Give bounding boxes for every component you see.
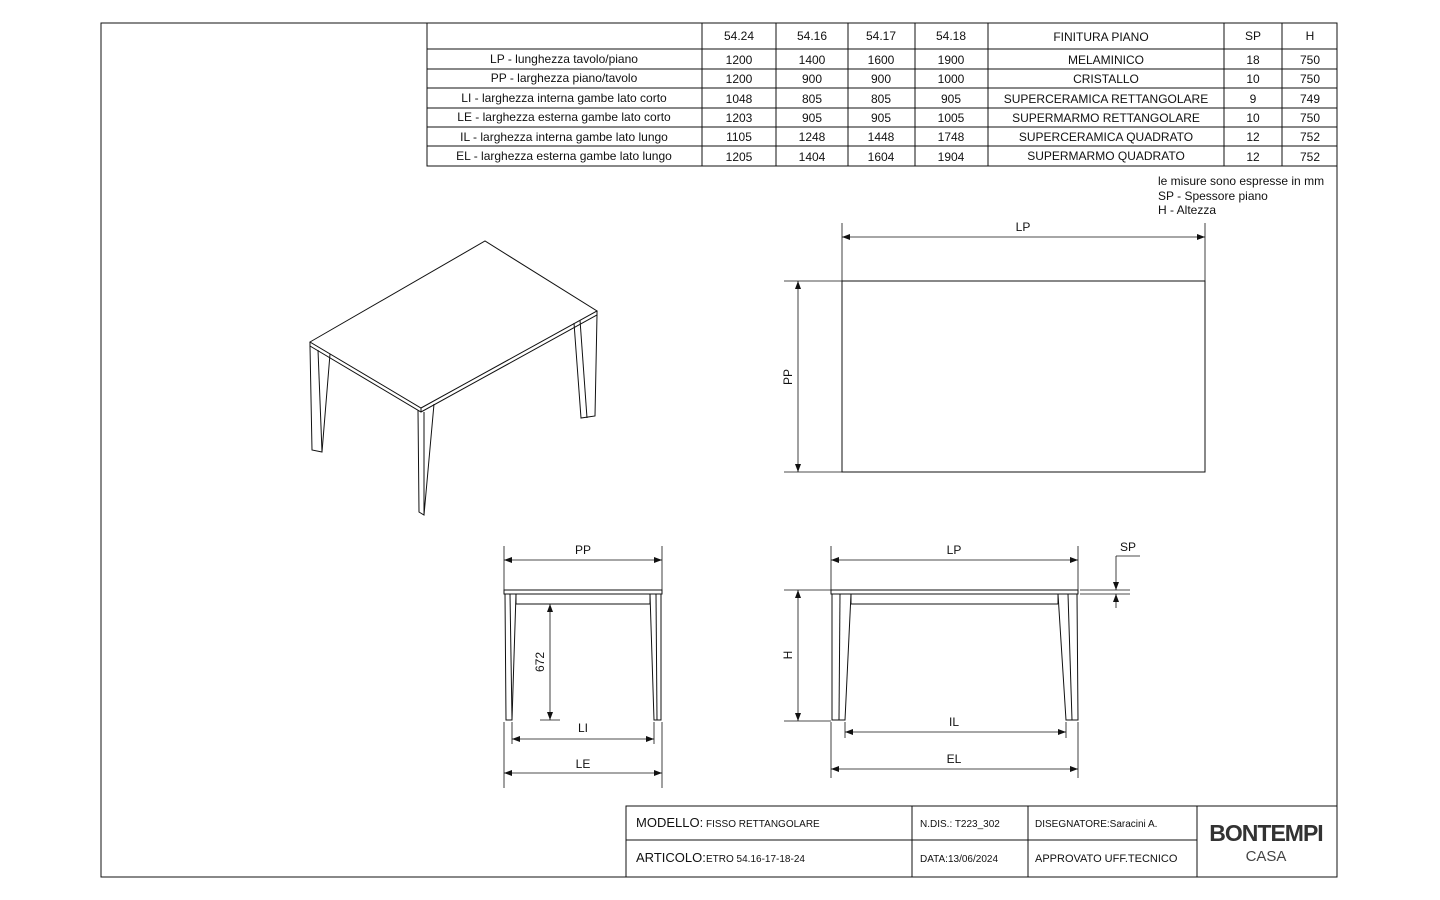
cell: 805: [801, 92, 823, 106]
table-row: [461, 91, 1320, 106]
row-label: EL - larghezza esterna gambe lato lungo: [456, 149, 672, 163]
cell: 1200: [725, 53, 753, 67]
cell: 1048: [725, 92, 753, 106]
modello-label: MODELLO:: [636, 815, 704, 830]
row-label: LE - larghezza esterna gambe lato corto: [457, 110, 671, 124]
table-row: [456, 149, 1320, 164]
col-header-4: 54.18: [935, 29, 967, 43]
dim-sp: SP: [1119, 540, 1137, 554]
sp-cell: 12: [1246, 150, 1260, 164]
side-view-short: [504, 543, 662, 788]
cell: 1900: [937, 53, 965, 67]
cell: 1005: [937, 111, 965, 125]
finish-cell: SUPERCERAMICA QUADRATO: [1018, 130, 1194, 144]
table-row: [460, 130, 1320, 144]
cell: 1600: [867, 53, 895, 67]
h-cell: 750: [1299, 72, 1321, 86]
modello-value: FISSO RETTANGOLARE: [706, 819, 820, 830]
cell: 905: [870, 111, 892, 125]
dim-lp-plan: LP: [1015, 220, 1031, 234]
plan-view: [781, 220, 1205, 472]
h-header: H: [1305, 29, 1315, 43]
cell: 1000: [937, 72, 965, 86]
h-cell: 750: [1299, 53, 1321, 67]
col-header-3: 54.17: [865, 29, 897, 43]
table-row: [457, 110, 1320, 125]
dim-pp-plan: PP: [781, 368, 795, 386]
h-cell: 750: [1299, 111, 1321, 125]
side-view-long: [781, 540, 1140, 778]
cell: 1400: [798, 53, 826, 67]
sp-cell: 9: [1249, 92, 1257, 106]
note-sp: SP - Spessore piano: [1158, 189, 1268, 203]
articolo-value: ETRO 54.16-17-18-24: [706, 854, 805, 865]
sp-cell: 10: [1246, 72, 1260, 86]
cell: 1200: [725, 72, 753, 86]
cell: 1404: [798, 150, 826, 164]
brand-logo: BONTEMPI: [1209, 820, 1323, 846]
dim-el: EL: [946, 752, 962, 766]
cell: 905: [940, 92, 962, 106]
brand-logo-sub: CASA: [1245, 848, 1287, 865]
note-h: H - Altezza: [1158, 203, 1217, 217]
dim-leg-height: 672: [533, 651, 547, 673]
cell: 1205: [725, 150, 753, 164]
table-row: [491, 71, 1321, 86]
row-label: PP - larghezza piano/tavolo: [490, 71, 638, 85]
notes: [1158, 174, 1324, 217]
row-label: IL - larghezza interna gambe lato lungo: [460, 130, 668, 144]
note-units: le misure sono espresse in mm: [1158, 174, 1325, 188]
approved: APPROVATO UFF.TECNICO: [1035, 853, 1178, 865]
cell: 1105: [726, 130, 752, 144]
dim-pp-side: PP: [574, 543, 592, 557]
table-row: [490, 52, 1320, 67]
finish-cell: SUPERMARMO QUADRATO: [1027, 149, 1185, 163]
h-cell: 752: [1299, 150, 1321, 164]
cell: 1748: [937, 130, 965, 144]
finish-cell: SUPERMARMO RETTANGOLARE: [1012, 111, 1200, 125]
cell: 805: [870, 92, 892, 106]
dim-h: H: [781, 650, 795, 660]
col-header-1: 54.24: [723, 29, 755, 43]
isometric-view: [310, 241, 597, 515]
cell: 905: [801, 111, 823, 125]
sp-cell: 12: [1246, 130, 1260, 144]
col-header-2: 54.16: [796, 29, 828, 43]
cell: 900: [801, 72, 823, 86]
cell: 1448: [867, 130, 895, 144]
sp-header: SP: [1244, 29, 1262, 43]
dim-il: IL: [948, 715, 960, 729]
finish-header: FINITURA PIANO: [1053, 30, 1149, 44]
sp-cell: 18: [1246, 53, 1260, 67]
drawing-number: N.DIS.: T223_302: [920, 819, 1000, 830]
cell: 1904: [937, 150, 965, 164]
title-block: [626, 806, 1337, 877]
articolo-label: ARTICOLO:: [636, 850, 706, 865]
dim-lp-front: LP: [946, 543, 962, 557]
dimension-table: [427, 23, 1337, 166]
cell: 1248: [798, 130, 826, 144]
row-label: LP - lunghezza tavolo/piano: [490, 52, 638, 66]
cell: 1604: [867, 150, 895, 164]
finish-cell: SUPERCERAMICA RETTANGOLARE: [1003, 92, 1209, 106]
dim-li: LI: [577, 721, 589, 735]
h-cell: 749: [1299, 92, 1321, 106]
cell: 900: [870, 72, 892, 86]
cell: 1203: [725, 111, 753, 125]
dim-le: LE: [575, 757, 591, 771]
designer: DISEGNATORE:Saracini A.: [1035, 819, 1158, 830]
finish-cell: CRISTALLO: [1073, 72, 1139, 86]
finish-cell: MELAMINICO: [1067, 53, 1145, 67]
row-label: LI - larghezza interna gambe lato corto: [461, 91, 667, 105]
drawing-date: DATA:13/06/2024: [920, 854, 999, 865]
h-cell: 752: [1299, 130, 1321, 144]
sp-cell: 10: [1246, 111, 1260, 125]
